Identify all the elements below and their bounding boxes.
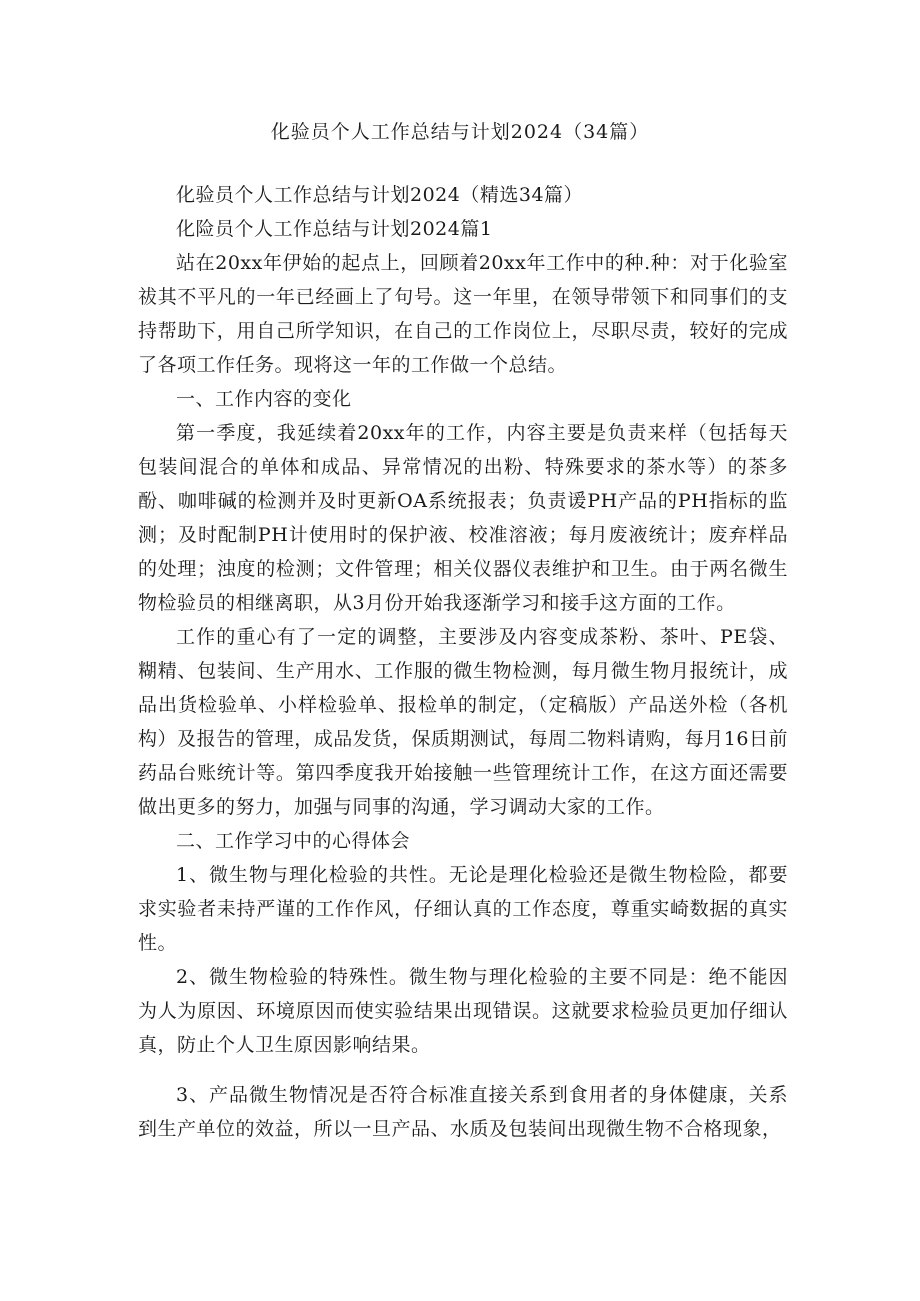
body-paragraph: 第一季度，我延续着20xx年的工作，内容主要是负责来样（包括每天包装间混合的单体和成品、异常情况的出粉、特殊要求的茶水等）的茶多酚、咖啡碱的检测并及时更新OA系统报表；负责谖PH产品的PH指标的监测；及时配制PH计使用时的保护液、校准溶液；每月废液统计；废弃样品的处理；浊度的检测；文件管理；相关仪器仪表维护和卫生。由于两名微生物检验员的相继离职，从3月份开始我逐渐学习和接手这方面的工作。 bbox=[138, 422, 788, 614]
document-title: 化验员个人工作总结与计划2024（34篇） bbox=[270, 121, 650, 143]
section-heading: 一、工作内容的变化 bbox=[176, 388, 352, 410]
section-heading: 化险员个人工作总结与计划2024篇1 bbox=[176, 218, 493, 240]
body-paragraph: 1、微生物与理化检验的共性。无论是理化检验还是微生物检险，都要求实验者耒持严谨的工作作风，仔细认真的工作态度，尊重实崎数据的真实性。 bbox=[138, 864, 788, 954]
document-body bbox=[138, 178, 788, 1146]
body-paragraph: 2、微生物检验的特殊性。微生物与理化检验的主要不同是：绝不能因为人为原因、环境原因而使实验结果出现错误。这就要求检验员更加仔细认真，防止个人卫生原因影响结果。 bbox=[138, 966, 788, 1056]
body-paragraph: 站在20xx年伊始的起点上，回顾着20xx年工作中的种.种：对于化验室祓其不平凡的一年已经画上了句号。这一年里，在领导带领下和同事们的支持帮助下，用自己所学知识，在自己的工作岗位上，尽职尽责，较好的完成了各项工作任务。现将这一年的工作做一个总结。 bbox=[138, 252, 788, 376]
body-paragraph: 工作的重心有了一定的调整，主要涉及内容变成茶粉、茶叶、PE袋、糊精、包装间、生产用水、工作服的微生物检测，每月微生物月报统计，成品出货检验单、小样检验单、报检单的制定，（定稿版）产品送外检（各机构）及报告的管理，成品发货，保质期测试，每周二物料请购，每月16日前药品台账统计等。第四季度我开始接触一些管理统计工作，在这方面还需要做出更多的努力，加强与同事的沟通，学习调动大家的工作。 bbox=[138, 626, 788, 818]
subtitle-paragraph: 化验员个人工作总结与计划2024（精选34篇） bbox=[176, 184, 584, 206]
body-paragraph: 3、产品微生物情况是否符合标准直接关系到食用者的身体健康，关系到生产单位的效益，所以一旦产品、水质及包装间出现微生物不合格现象， bbox=[138, 1084, 788, 1140]
section-heading: 二、工作学习中的心得体会 bbox=[176, 830, 411, 852]
